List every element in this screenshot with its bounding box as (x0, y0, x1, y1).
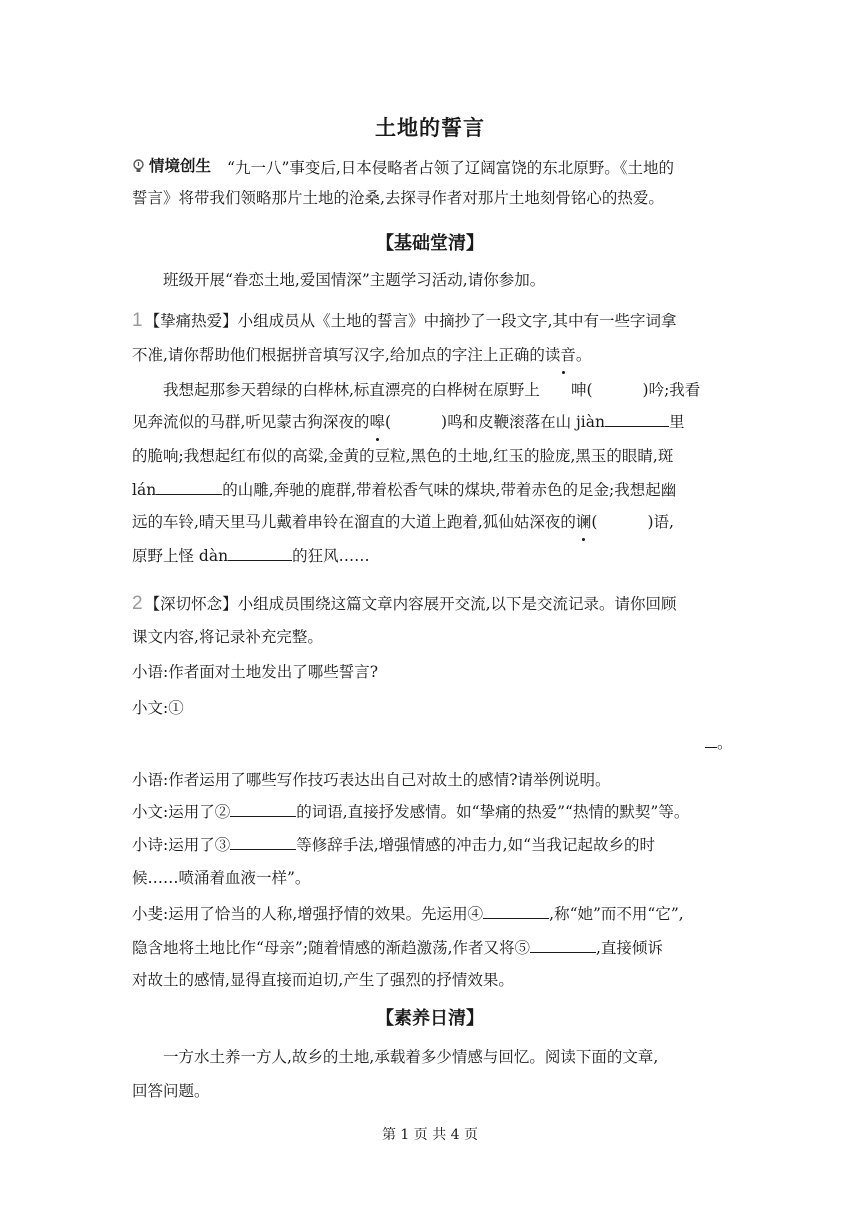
dialog-line-3: 小语:作者运用了哪些写作技巧表达出自己对故土的感情?请举例说明。 (132, 771, 611, 789)
answer-blank-3[interactable] (230, 835, 296, 850)
passage-line-4: lán 的山雕,奔驰的鹿群,带着松香气味的煤块,带着赤色的足金;我想起幽 (132, 481, 677, 499)
hanzi-blank-2[interactable] (156, 480, 222, 495)
passage-line-2: 见奔流似的马群,听见蒙古狗深夜的嗥( )鸣和皮鞭滚落在山 jiàn 里 (132, 406, 732, 438)
dialog-line-9: 对故土的感情,显得直接而迫切,产生了强烈的抒情效果。 (132, 971, 514, 989)
hanzi-blank-3[interactable] (228, 546, 292, 561)
answer-blank-1-end[interactable]: 。 (705, 731, 733, 753)
dialog-line-6: 候……喷涌着血液一样”。 (132, 869, 311, 887)
question-1-line-1: 1 【挚痛热爱】小组成员从《土地的誓言》中摘抄了一段文字,其中有一些字词拿 (132, 310, 677, 331)
dialog-line-2: 小文:① (132, 699, 184, 717)
answer-blank-2[interactable] (230, 802, 296, 817)
question-2-line-1: 2 【深切怀念】小组成员围绕这篇文章内容展开交流,以下是交流记录。请你回顾 (132, 593, 677, 614)
page-title: 土地的誓言 (375, 116, 485, 140)
passage-line-1: 我想起那参天碧绿的白桦林,标直漂亮的白桦树在原野上 呻( )吟;我看 (132, 374, 732, 406)
page-footer: 第 1 页 共 4 页 (381, 1127, 479, 1143)
section-heading-basic: 【基础堂清】 (376, 233, 484, 254)
literacy-line-1: 一方水土养一方人,故乡的土地,承载着多少情感与回忆。阅读下面的文章, (163, 1048, 659, 1066)
intro-line-2: 誓言》将带我们领略那片土地的沧桑,去探寻作者对那片土地刻骨铭心的热爱。 (132, 189, 664, 207)
passage-line-3: 的脆响;我想起红布似的高粱,金黄的豆粒,黑色的土地,红玉的脸庞,黑玉的眼睛,斑 (132, 447, 674, 465)
answer-blank-4[interactable] (483, 904, 549, 919)
question-2-line-2: 课文内容,将记录补充完整。 (132, 628, 323, 646)
passage-line-5: 远的车铃,晴天里马儿戴着串铃在溜直的大道上跑着,狐仙姑深夜的谰( )语, (132, 506, 732, 538)
passage-line-6: 原野上怪 dàn 的狂风…… (132, 547, 370, 565)
literacy-line-2: 回答问题。 (132, 1082, 210, 1100)
dotted-char: 嗥 (369, 406, 385, 438)
question-1-line-2: 不准,请你帮助他们根据拼音填写汉字,给加点的字注上正确的读音。 (132, 346, 592, 364)
dialog-line-5: 小诗:运用了③ 等修辞手法,增强情感的冲击力,如“当我记起故乡的时 (132, 836, 656, 854)
hanzi-blank-1[interactable] (605, 412, 669, 427)
dialog-line-7: 小斐:运用了恰当的人称,增强抒情的效果。先运用④ ,称“她”而不用“它”, (132, 905, 684, 923)
section-lead: 班级开展“眷恋土地,爱国情深”主题学习活动,请你参加。 (163, 271, 546, 289)
dotted-char: 呻 (540, 374, 587, 406)
intro-label: 情境创生 (132, 150, 211, 182)
dialog-line-4: 小文:运用了② 的词语,直接抒发感情。如“挚痛的热爱”“热情的默契”等。 (132, 803, 690, 821)
dialog-line-8: 隐含地将土地比作“母亲”;随着情感的渐趋激荡,作者又将⑤ ,直接倾诉 (132, 939, 663, 957)
lightbulb-icon (132, 159, 145, 173)
question-number: 2 (132, 593, 143, 614)
section-heading-literacy: 【素养日清】 (376, 1008, 484, 1029)
intro-line-1: 情境创生 “九一八”事变后,日本侵略者占领了辽阔富饶的东北原野。《土地的 (132, 150, 732, 184)
answer-blank-5[interactable] (530, 938, 596, 953)
question-number: 1 (132, 310, 143, 331)
dialog-line-1: 小语:作者面对土地发出了哪些誓言? (132, 663, 379, 681)
dotted-char: 谰 (576, 506, 592, 538)
